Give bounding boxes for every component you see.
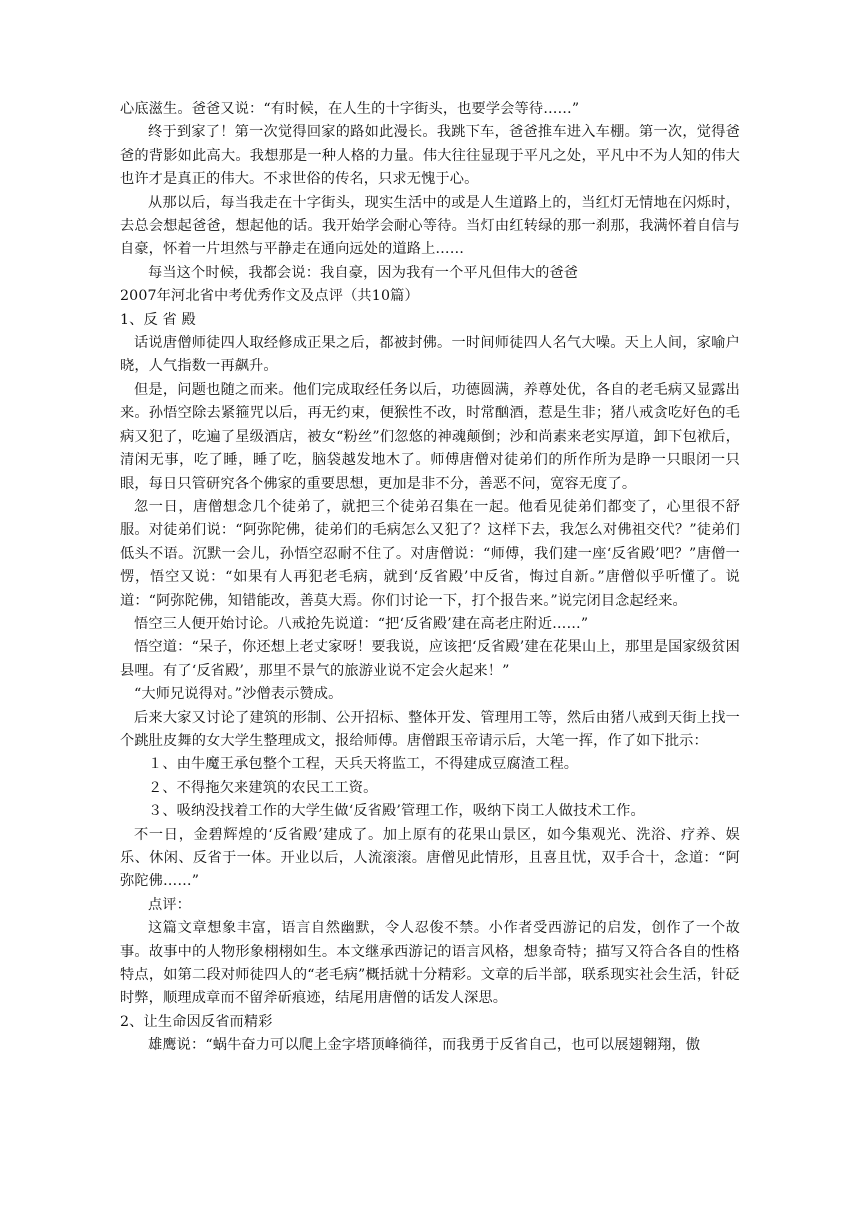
- paragraph-arriving-home: 终于到家了！第一次觉得回家的路如此漫长。我跳下车，爸爸推车进入车棚。第一次，觉得爸爸的背影如此高大。我想那是一种人格的力量。伟大往往显现于平凡之处，平凡中不为人知的伟大也许才是真正的伟大。不求世俗的传名，只求无愧于心。: [120, 124, 740, 188]
- essay1-paragraph: 悟空道：“呆子，你还想上老丈家呀！要我说，应该把‘反省殿’建在花果山上，那里是国家级贫困县哩。有了‘反省殿’，那里不景气的旅游业说不定会火起来！”: [120, 639, 740, 679]
- commentary-label: 点评：: [148, 896, 192, 913]
- instruction-list-item: ３、吸纳没找着工作的大学生做‘反省殿’管理工作，吸纳下岗工人做技术工作。: [148, 803, 645, 820]
- essay1-paragraph: 不一日，金碧辉煌的‘反省殿’建成了。加上原有的花果山景区，如今集观光、洗浴、疗养、娱乐、休闲、反省于一体。开业以后，人流滚滚。唐僧见此情形，且喜且忧，双手合十，念道：“阿弥陀佛……”: [120, 826, 740, 890]
- essay1-paragraph: 但是，问题也随之而来。他们完成取经任务以后，功德圆满，养尊处优，各自的老毛病又显露出来。孙悟空除去紧箍咒以后，再无约束，便猴性不改，时常酗酒，惹是生非；猪八戒贪吃好色的毛病又犯了，吃遍了星级酒店，被女“粉丝”们忽悠的神魂颠倒；沙和尚素来老实厚道，卸下包袱后，清闲无事，吃了睡，睡了吃，脑袋越发地木了。师傅唐僧对徒弟们的所作所为是睁一只眼闭一只眼，每日只管研究各个佛家的重要思想，更加是非不分，善恶不问，宽容无度了。: [120, 381, 740, 492]
- commentary-paragraph: 这篇文章想象丰富，语言自然幽默，令人忍俊不禁。小作者受西游记的启发，创作了一个故事。故事中的人物形象栩栩如生。本文继承西游记的语言风格，想象奇特；描写又符合各自的性格特点，如第二段对师徒四人的“老毛病”概括就十分精彩。文章的后半部，联系现实社会生活，针砭时弊，顺理成章而不留斧斫痕迹，结尾用唐僧的话发人深思。: [120, 920, 740, 1007]
- document-page: [120, 98, 740, 1058]
- essay2-paragraph: 雄鹰说：“蜗牛奋力可以爬上金字塔顶峰徜徉，而我勇于反省自己，也可以展翅翱翔，傲: [148, 1037, 701, 1054]
- essay1-paragraph: 忽一日，唐僧想念几个徒弟了，就把三个徒弟召集在一起。他看见徒弟们都变了，心里很不舒服。对徒弟们说：“阿弥陀佛，徒弟们的毛病怎么又犯了？这样下去，我怎么对佛祖交代？”徒弟们低头不语。沉默一会儿，孙悟空忍耐不住了。对唐僧说：“师傅，我们建一座‘反省殿’吧？”唐僧一愣，悟空又说：“如果有人再犯老毛病，就到‘反省殿’中反省，悔过自新。”唐僧似乎听懂了。说道：“阿弥陀佛，知错能改，善莫大焉。你们讨论一下，打个报告来。”说完闭目念起经来。: [120, 498, 740, 609]
- section-heading-collection: 2007年河北省中考优秀作文及点评（共10篇）: [120, 288, 419, 305]
- instruction-list-item: １、由牛魔王承包整个工程，天兵天将监工，不得建成豆腐渣工程。: [148, 756, 579, 773]
- essay1-paragraph: 悟空三人便开始讨论。八戒抢先说道：“把‘反省殿’建在高老庄附近……”: [134, 615, 589, 632]
- instruction-list-item: ２、不得拖欠来建筑的农民工工资。: [148, 779, 378, 796]
- paragraph-proud-father: 每当这个时候，我都会说：我自豪，因为我有一个平凡但伟大的爸爸: [148, 264, 579, 281]
- essay1-paragraph: 后来大家又讨论了建筑的形制、公开招标、整体开发、管理用工等，然后由猪八戒到天街上找一个跳肚皮舞的女大学生整理成文，报给师傅。唐僧跟玉帝请示后，大笔一挥，作了如下批示：: [120, 709, 740, 749]
- essay1-paragraph: “大师兄说得对。”沙僧表示赞成。: [134, 686, 343, 703]
- essay1-paragraph: 话说唐僧师徒四人取经修成正果之后，都被封佛。一时间师徒四人名气大噪。天上人间，家喻户晓，人气指数一再飙升。: [120, 335, 740, 375]
- essay-title-2: 2、让生命因反省而精彩: [120, 1013, 273, 1030]
- paragraph-continuation: 心底滋生。爸爸又说：“有时候，在人生的十字街头，也要学会等待……”: [120, 101, 580, 117]
- paragraph-crossroads: 从那以后，每当我走在十字街头，现实生活中的或是人生道路上的，当红灯无情地在闪烁时，去总会想起爸爸，想起他的话。我开始学会耐心等待。当灯由红转绿的那一刹那，我满怀着自信与自豪，怀着一片坦然与平静走在通向远处的道路上……: [120, 194, 740, 258]
- essay-title-1: 1、反 省 殿: [120, 311, 196, 328]
